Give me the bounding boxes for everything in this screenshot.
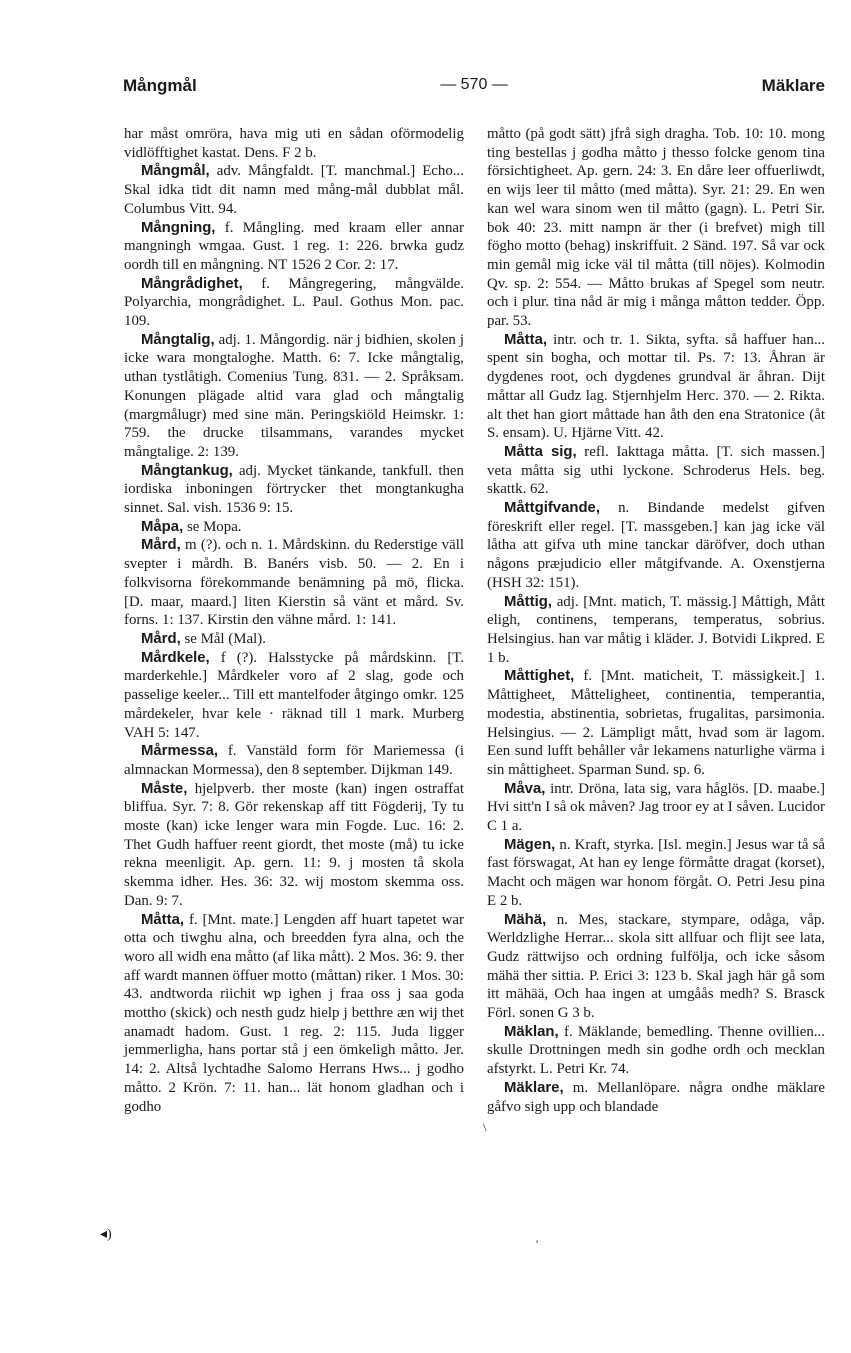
entry-headword: Måtta, bbox=[504, 331, 548, 348]
page-header bbox=[123, 76, 825, 102]
entry-headword: Måva, bbox=[504, 780, 546, 797]
entry-text: se Mopa. bbox=[186, 518, 242, 535]
dictionary-entry bbox=[124, 331, 464, 462]
left-column bbox=[124, 125, 464, 1116]
dictionary-entry bbox=[487, 1023, 825, 1079]
entry-text: se Mål (Mal). bbox=[184, 630, 266, 647]
entry-text: adj. [Mnt. matich, T. mässig.] Måttigh, Mått​eligh, continens, temperans, temperatus, sobrius. Helsingius. han var måtig i kläder. J. Botvidi Likpred. E 1 b. bbox=[487, 593, 825, 666]
dictionary-entry bbox=[124, 125, 464, 162]
entry-text: f. [Mnt. mate.] Lengden aff huart tapetet war otta och tiwghu alna, och breedden fyra alna, och the woro all widh ena måtto (af lika mått). 2 Mos. 36: 9. ther aff wardt mannen öffuer motto (måttan) riker. 1 Mos. 30: 43. andtwordа riichit wp ighen j fraa oss j saa goda mottho (skick) och nesth gudz hielp j betthre æn wij thet anamadt hadom. Gust. 1 reg. 2: 115. Juda ligger jemmerligha, hans portar stå j een ömkeligh måtto. Jer. 14: 2. Altså lychtadhe Salomo Herrans Hws... j godho måtto. 2 Krön. 7: 11. han... lät honom gladhan och i godho bbox=[124, 911, 464, 1115]
entry-text: n. Bindande medelst gifven föreskrift eller regel. [T. massgeben.] kan jag icke väl låtha att gifva uth mine tanckar däröfver, doch uthan någons præjudicio eller måtgifvande. A. Oxenstjerna (HSH 32: 151). bbox=[487, 500, 825, 591]
entry-text: f (?). Halsstycke på mårdskinn. [T. marderkehle.] Mårdkeler voro af 2 slag, gode och passelige keeler... Till ett mantelfoder åtgingo omkr. 125 mårdekeler, hvar kele · räknad till 1 mark. Murberg VAH 5: 147. bbox=[124, 649, 464, 741]
dictionary-entry bbox=[487, 667, 825, 779]
page-number: — 570 — bbox=[440, 76, 508, 93]
dictionary-entry bbox=[487, 780, 825, 836]
entry-text: m. Mellanlöpare. några ondhe mäklare gåfvo sigh upp och blandade bbox=[487, 1079, 825, 1115]
entry-headword: Måttig, bbox=[504, 593, 552, 610]
dictionary-entry bbox=[124, 742, 464, 779]
stray-mark: ' bbox=[536, 1237, 539, 1251]
entry-headword: Mård, bbox=[141, 537, 181, 554]
dictionary-entry bbox=[124, 630, 464, 649]
entry-text: intr. och tr. 1. Sikta, syfta. så haffuer han... spent sin bogha, och mottar til. Ps. 7: 13. Åhran är dygdenes root, och dygdenes grundval är åhran. Dijt måttar all Gudz lag. Stjernhjelm Herc. 370. — 2. Rikta. alt thet han giort måttade han åth den ena Stratonice (åt S. ensam). U. Hjärne Vitt. 42. bbox=[487, 331, 825, 442]
dictionary-entry bbox=[124, 219, 464, 275]
entry-headword: Mård, bbox=[141, 630, 181, 647]
dictionary-entry bbox=[124, 536, 464, 630]
entry-text: hjelpverb. ther moste (kan) ingen ostraffat bliffua. Syr. 7: 8. Gör rekenskap aff titt Fögderij, Ty tu moste (kan) icke lenger wara min Fogde. Luc. 16: 2. Thet Gudh haffuer reent giordt, thet moste (må) tu icke rekna meenligit. Ap. gern. 11: 9. j mosten tå skola skemma idher. Hes. 36: 32. wij mostom skemma oss. Dan. 9: 7. bbox=[124, 780, 464, 909]
entry-text: f. Mångling. med kraam eller annar mangningh wmgaa. Gust. 1 reg. 1: 226. brwka gudz oordh till en mångning. NT 1526 2 Cor. 2: 17. bbox=[124, 219, 464, 273]
entry-headword: Mångmål, bbox=[141, 163, 210, 180]
dictionary-entry bbox=[487, 443, 825, 499]
dictionary-entry bbox=[124, 649, 464, 743]
entry-headword: Mångning, bbox=[141, 219, 216, 236]
header-guide-word-right: Mäklare bbox=[761, 76, 825, 95]
entry-headword: Mähä, bbox=[504, 911, 547, 928]
header-guide-word-left: Mångmål bbox=[123, 76, 197, 95]
entry-text: måtto (på godt sätt) jfrå sigh dragha. Tob. 10: 10. mong ting bestellas j godha måtto j thesso folcke genom tina försichtigheet. Ap. gern. 24: 3. En dåre leer offuerliwdt, en wijs leer til måtto (med måtta). Syr. 21: 29. En wen kan wel wara sinom wen til måtto (gagn). L. Petri Sir. bok 40: 23. mitt nampn är ther (i brefvet) migh till föghо motto (behag) inskriffuit. 2 Sänd. 197. Så var ock min gemål mig icke väl til måtta (till nöjes). Kolmodin Qv. sp. 2: 554. — Måtto brukas af Spegel som neutr. och i plur. tina nåd är mig i många måtton tedder. Öpp. par. 53. bbox=[487, 126, 825, 330]
entry-headword: Mångrådighet, bbox=[141, 275, 243, 292]
margin-mark: ◂) bbox=[100, 1227, 112, 1242]
stray-mark: \ bbox=[483, 1120, 487, 1134]
entry-text: f. Mångregering, mångvälde. Polyarchia, mongrådighet. L. Paul. Gothus Mon. pac. 109. bbox=[124, 275, 464, 330]
entry-headword: Mårdkele, bbox=[141, 649, 210, 666]
dictionary-entry bbox=[487, 1079, 825, 1116]
entry-headword: Måttighet, bbox=[504, 668, 575, 685]
entry-headword: Mäklan, bbox=[504, 1023, 559, 1040]
entry-headword: Mårmessa, bbox=[141, 743, 218, 760]
dictionary-entry bbox=[124, 518, 464, 537]
entry-text: f. Vanstäld form för Mariemessa (i almnackan Mormessa), den 8 september. Dijkman 149. bbox=[124, 743, 464, 778]
entry-text: intr. Dröna, lata sig, vara håglös. [D. maabe.] Hvi sitt'n I så ok måven? Jag troor ey at I såven. Lucidor C 1 a. bbox=[487, 780, 825, 835]
entry-text: har måst omröra, hava mig uti en sådan oförmodelig vidlöfftighet kastat. Dens. F 2 b. bbox=[124, 126, 464, 161]
entry-headword: Mägen, bbox=[504, 836, 556, 853]
dictionary-entry bbox=[487, 331, 825, 443]
entry-headword: Måtta, bbox=[141, 911, 185, 928]
dictionary-entry bbox=[487, 125, 825, 331]
dictionary-entry bbox=[124, 911, 464, 1117]
entry-headword: Måtta sig, bbox=[504, 443, 577, 460]
entry-text: n. Kraft, styrka. [Isl. megin.] Jesus war tå så fast förswagat, At han ey lenge förmåtte dragat (korset), Macht och mägen war honom förgåt. O. Petri Jesu pina E 2 b. bbox=[487, 836, 825, 909]
entry-text: m (?). och n. 1. Mårdskinn. du Rederstige väll svepter i mårdh. B. Banérs visb. 50. — 2. En i folkvisorna förekommande benämning på mö, flicka. [D. maar, maard.] liten Kierstin så vänt et mård. Sv. forns. 1: 137. Kirstin den vähne mård. 1: 141. bbox=[124, 537, 464, 629]
dictionary-entry bbox=[124, 462, 464, 518]
dictionary-entry bbox=[124, 162, 464, 218]
entry-headword: Mångtalig, bbox=[141, 331, 215, 348]
entry-headword: Mångtankug, bbox=[141, 462, 233, 479]
dictionary-entry bbox=[124, 275, 464, 331]
entry-text: refl. Iakttaga måtta. [T. sich massen.] veta måtta sig uthi lyckone. Schroderus Hels. beg. skattk. 62. bbox=[487, 443, 825, 498]
right-column bbox=[487, 125, 825, 1116]
entry-text: n. Mes, stackare, stympare, odåga, våp. Werldzlighe Herrar... skola sitt allfuar och flijt see lata, Gudz rättwijso och ordning fulföljа, och icke såsom mähä ther sittia. P. Erici 3: 123 b. Skal jagh här gå som itt mähää, Och haa ingen at umgåås medh? S. Brasck Förl. sonen G 3 b. bbox=[487, 911, 825, 1022]
dictionary-entry bbox=[487, 836, 825, 911]
dictionary-entry bbox=[487, 593, 825, 668]
entry-headword: Måste, bbox=[141, 780, 188, 797]
entry-headword: Mäklare, bbox=[504, 1079, 564, 1096]
entry-text: adv. Mångfaldt. [T. manchmal.] Echo... Skal idka tidt dit namn med mång-mål dubblat mål. Columbus Vitt. 94. bbox=[124, 163, 464, 217]
entry-text: f. [Mnt. maticheit, T. mässigkeit.] 1. Måttigheet, Mått​eligheet, continentia, temperantia, modestia, abstinentia, sobrietas, frugalitas, parsimonia. Helsingius. — 2. Lämpligt mått, hvad som är lagom. Een sund lufft behåller vår lekamens naturlighe värma i sin måttigheet. Sparman Sund. sp. 6. bbox=[487, 668, 825, 778]
entry-headword: Måpa, bbox=[141, 518, 184, 535]
entry-text: f. Mäklande, bemedling. Thenne ovillien... skulle Drottningen medh sin godhe ordh och mecklan afstyrkt. L. Petri Kr. 74. bbox=[487, 1023, 825, 1078]
entry-headword: Måttgifvande, bbox=[504, 500, 600, 517]
entry-text: adj. Mycket tänkande, tankfull. then iordiska inboningen förtrycker thet mongtankugha sinnet. Sal. vish. 1536 9: 15. bbox=[124, 462, 464, 517]
dictionary-entry bbox=[487, 499, 825, 593]
entry-text: adj. 1. Mångordig. när j bidhien, skolen j icke wara mongtaloghe. Matth. 6: 7. Icke mångtalig, uthan tystlåtigh. Comenius Tung. 831. — 2. Språksam. Konungen plägade altid vara glad och mångtalig (margmålugr) med sine män. Peringskiöld Heimskr. 1: 759. the drucke tilsammans, varandes mycket mångtalige. 2: 139. bbox=[124, 331, 464, 460]
dictionary-entry bbox=[124, 780, 464, 911]
dictionary-entry bbox=[487, 911, 825, 1023]
